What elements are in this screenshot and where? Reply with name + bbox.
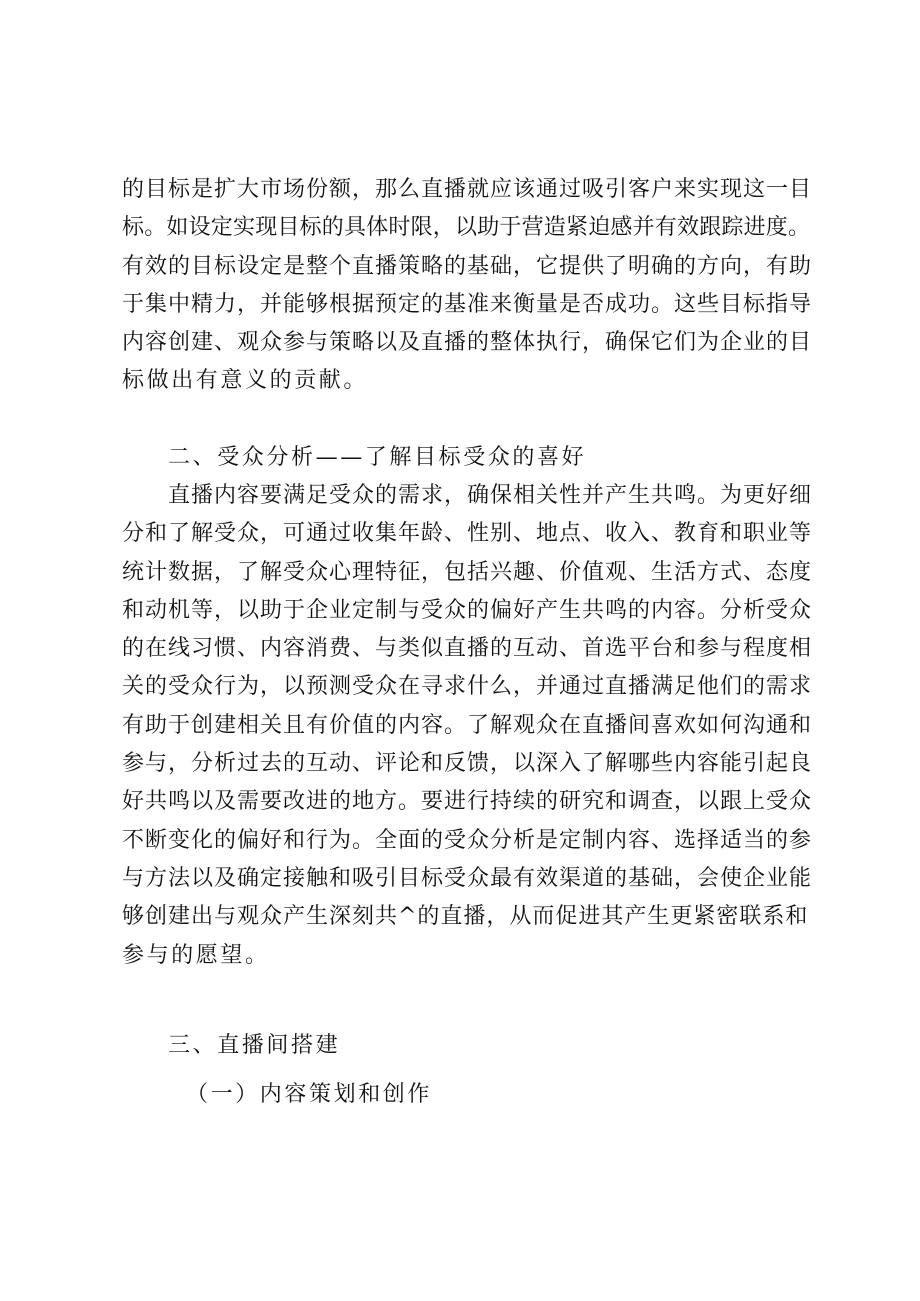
paragraph-goal-setting xyxy=(122,171,812,401)
text-line: 参与的愿望。 xyxy=(122,942,270,968)
text-line: 标。如设定实现目标的具体时限，以助于营造紧迫感并有效跟踪进度。 xyxy=(122,215,811,241)
text-line: 和动机等，以助于企业定制与受众的偏好产生共鸣的内容。分析受众 xyxy=(122,597,813,623)
text-line: 关的受众行为，以预测受众在寻求什么，并通过直播满足他们的需求 xyxy=(122,674,813,700)
text-line: 于集中精力，并能够根据预定的基准来衡量是否成功。这些目标指导 xyxy=(122,291,813,317)
section-heading-audience-analysis: 二、受众分析——了解目标受众的喜好 xyxy=(168,445,587,470)
text-line: 与方法以及确定接触和吸引目标受众最有效渠道的基础，会使企业能 xyxy=(122,865,813,891)
text-line: 分和了解受众，可通过收集年龄、性别、地点、收入、教育和职业等 xyxy=(122,521,813,547)
text-line: 直播内容要满足受众的需求，确保相关性并产生共鸣。为更好细 xyxy=(122,483,813,508)
text-line: 够创建出与观众产生深刻共^的直播，从而促进其产生更紧密联系和 xyxy=(122,904,809,930)
text-line: 统计数据，了解受众心理特征，包括兴趣、价值观、生活方式、态度 xyxy=(122,559,813,585)
text-line: 的在线习惯、内容消费、与类似直播的互动、首选平台和参与程度相 xyxy=(122,636,813,662)
text-line: 参与，分析过去的互动、评论和反馈，以深入了解哪些内容能引起良 xyxy=(122,751,813,777)
text-line: 的目标是扩大市场份额，那么直播就应该通过吸引客户来实现这一目 xyxy=(122,177,813,202)
paragraph-audience-analysis xyxy=(122,477,812,975)
text-line: 标做出有意义的贡献。 xyxy=(122,368,369,394)
text-line: 不断变化的偏好和行为。全面的受众分析是定制内容、选择适当的参 xyxy=(122,827,813,853)
text-line: 内容创建、观众参与策略以及直播的整体执行，确保它们为企业的目 xyxy=(122,330,813,356)
text-line: 有效的目标设定是整个直播策略的基础，它提供了明确的方向，有助 xyxy=(122,253,813,279)
text-line: 好共鸣以及需要改进的地方。要进行持续的研究和调查，以跟上受众 xyxy=(122,789,813,815)
subsection-heading-content-planning: （一）内容策划和创作 xyxy=(186,1082,433,1107)
text-line: 有助于创建相关且有价值的内容。了解观众在直播间喜欢如何沟通和 xyxy=(122,712,813,738)
section-heading-studio-setup: 三、直播间搭建 xyxy=(168,1033,341,1058)
